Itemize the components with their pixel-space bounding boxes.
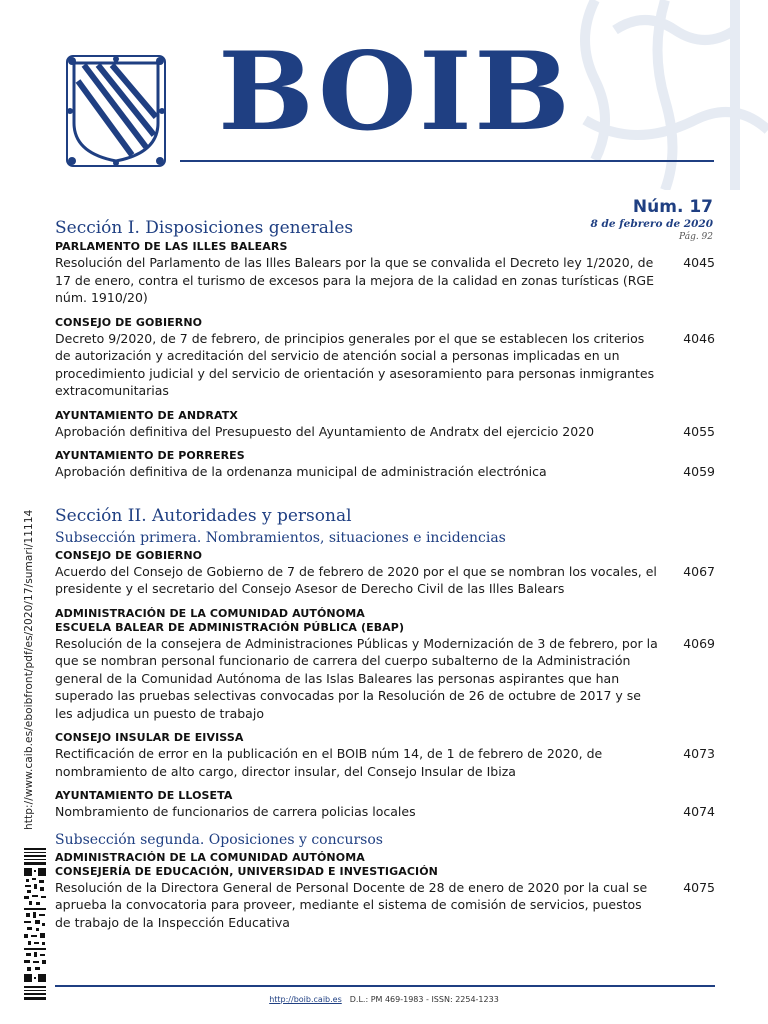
list-item[interactable] <box>55 803 715 821</box>
list-item[interactable] <box>55 330 715 400</box>
sidebar-url[interactable]: http://www.caib.es/eboibfront/pdf/es/2020/17/sumari/11114 <box>23 509 35 830</box>
list-item[interactable] <box>55 879 715 932</box>
issue-number: Núm. 17 <box>632 197 713 217</box>
list-item[interactable] <box>55 463 715 481</box>
footer-rule <box>55 985 715 987</box>
boib-logo-text: BOIB <box>218 29 573 155</box>
entry-organization: ADMINISTRACIÓN DE LA COMUNIDAD AUTÓNOMA <box>55 606 365 620</box>
entry-number: 4067 <box>683 563 715 579</box>
section-2-title: Sección II. Autoridades y personal <box>55 505 352 526</box>
entry-text: Aprobación definitiva del Presupuesto del Ayuntamiento de Andratx del ejercicio 2020 <box>55 423 595 439</box>
entry-text: Rectificación de error en la publicación en el BOIB núm 14, de 1 de febrero de 2020, de nombramiento de alto cargo, director insular, del Consejo Insular de Ibiza <box>55 746 603 779</box>
subsection-1-title: Subsección primera. Nombramientos, situaciones e incidencias <box>55 529 506 546</box>
entry-organization: PARLAMENTO DE LAS ILLES BALEARS <box>55 240 288 253</box>
entry-sub-organization: ESCUELA BALEAR DE ADMINISTRACIÓN PÚBLICA (EBAP) <box>55 620 405 634</box>
entry-number: 4069 <box>683 635 715 651</box>
entry-number: 4075 <box>683 879 715 895</box>
entry-text: Resolución de la Directora General de Personal Docente de 28 de enero de 2020 por la cual se aprueba la convocatoria para proveer, mediante el sistema de comisión de servicios, puestos de trabajo de la Inspección Educativa <box>55 879 648 930</box>
subsection-2-title: Subsección segunda. Oposiciones y concursos <box>55 831 383 848</box>
entry-number: 4055 <box>683 423 715 439</box>
page-number: Pág. 92 <box>679 232 713 242</box>
entry-text: Decreto 9/2020, de 7 de febrero, de principios generales por el que se establecen los criterios de autorización y acreditación del servicio de atención social a personas implicadas en un procedimiento judicial y del servicio de orientación y asesoramiento para personas inmigrantes extracomunitarias <box>55 330 655 398</box>
entry-number: 4046 <box>683 330 715 346</box>
summary-content <box>55 216 715 940</box>
boib-logo-shield-icon <box>66 55 166 167</box>
qr-code-icon <box>24 848 46 1000</box>
entry-organization: CONSEJO DE GOBIERNO <box>55 548 203 562</box>
list-item[interactable] <box>55 254 715 307</box>
entry-text: Acuerdo del Consejo de Gobierno de 7 de febrero de 2020 por el que se nombran los vocales, el presidente y el secretario del Consejo Asesor de Derecho Civil de las Illes Balears <box>55 563 657 596</box>
entry-sub-organization: CONSEJERÍA DE EDUCACIÓN, UNIVERSIDAD E INVESTIGACIÓN <box>55 864 438 878</box>
entry-text: Resolución de la consejera de Administraciones Públicas y Modernización de 3 de febrero, por la que se nombran personal funcionario de carrera del cuerpo subalterno de la Administración general de la Comunidad Autónoma de las Islas Baleares las personas aspirantes que han superado las pruebas selectivas convocadas por la Resolución de 26 de octubre de 2017 y se les adjudica un puesto de trabajo <box>55 635 658 721</box>
entry-organization: AYUNTAMIENTO DE PORRERES <box>55 449 245 462</box>
entry-text: Nombramiento de funcionarios de carrera policias locales <box>55 804 416 819</box>
list-item[interactable] <box>55 563 715 598</box>
list-item[interactable] <box>55 423 715 441</box>
entry-number: 4045 <box>683 255 715 270</box>
entry-number: 4074 <box>683 804 715 819</box>
list-item[interactable] <box>55 745 715 780</box>
entry-number: 4059 <box>683 464 715 479</box>
entry-organization: CONSEJO INSULAR DE EIVISSA <box>55 731 244 744</box>
issue-date: 8 de febrero de 2020 <box>590 218 713 230</box>
header-rule <box>180 160 714 162</box>
footer-link[interactable]: http://boib.caib.es <box>269 995 342 1004</box>
entry-organization: CONSEJO DE GOBIERNO <box>55 315 203 329</box>
entry-organization: AYUNTAMIENTO DE ANDRATX <box>55 408 238 422</box>
entry-text: Aprobación definitiva de la ordenanza municipal de administración electrónica <box>55 464 547 479</box>
section-1-title: Sección I. Disposiciones generales <box>55 218 354 238</box>
footer-text: D.L.: PM 469-1983 - ISSN: 2254-1233 <box>349 995 499 1004</box>
entry-organization: ADMINISTRACIÓN DE LA COMUNIDAD AUTÓNOMA <box>55 850 365 864</box>
list-item[interactable] <box>55 635 715 723</box>
entry-number: 4073 <box>683 746 715 761</box>
entry-organization: AYUNTAMIENTO DE LLOSETA <box>55 789 233 802</box>
entry-text: Resolución del Parlamento de las Illes Balears por la que se convalida el Decreto ley 1/2020, de 17 de enero, contra el turismo de excesos para la mejora de la calidad en zonas turísticas (RGE núm. 1910/20) <box>55 255 654 305</box>
footer <box>0 995 768 1004</box>
